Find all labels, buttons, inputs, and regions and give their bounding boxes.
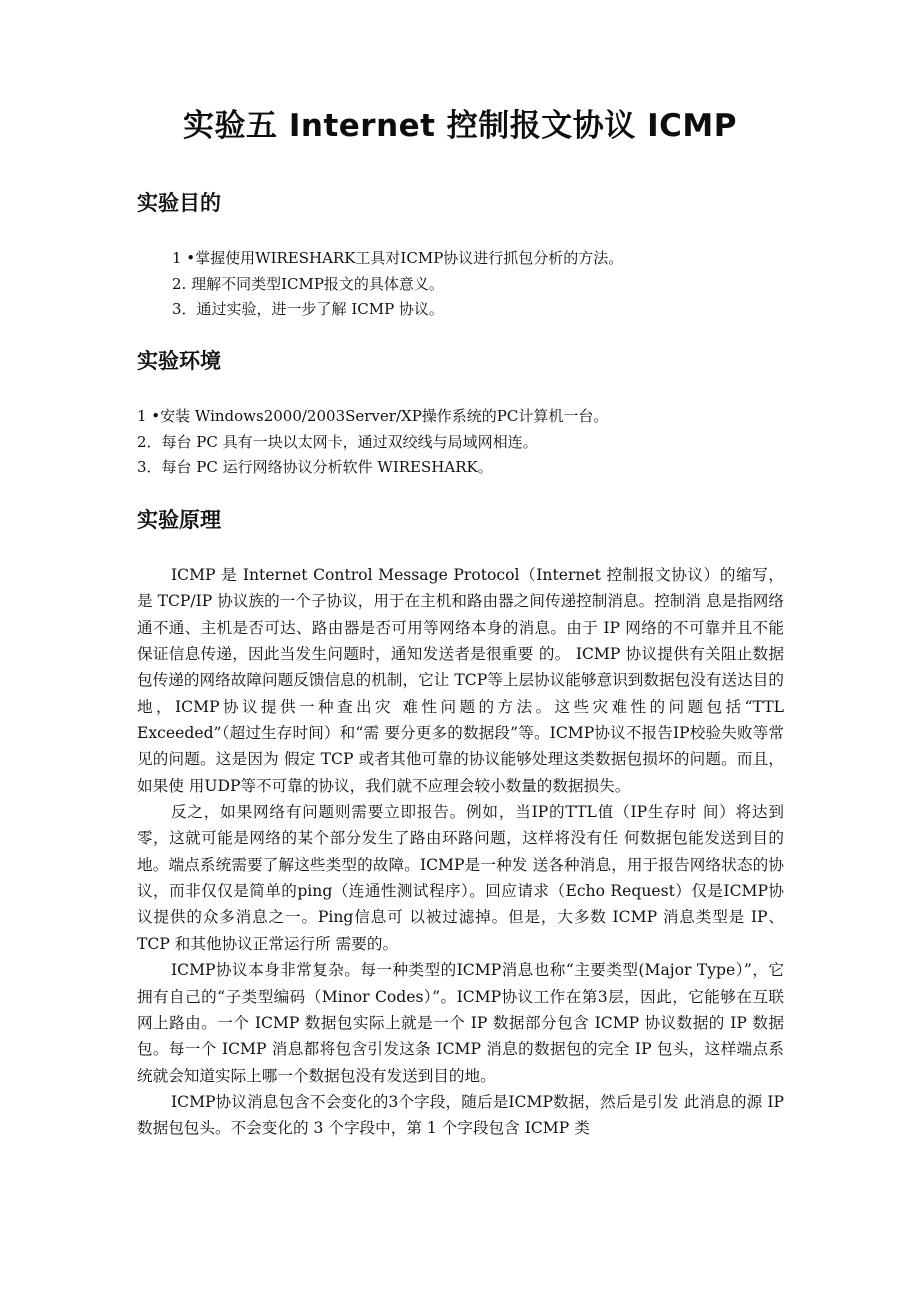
purpose-list <box>172 246 623 323</box>
list-item: 2．每台 PC 具有一块以太网卡，通过双绞线与局域网相连。 <box>137 432 538 451</box>
environment-list <box>137 404 608 481</box>
list-item: 3．通过实验，进一步了解 ICMP 协议。 <box>172 300 444 318</box>
list-item: 1 •掌握使用WIRESHARK工具对ICMP协议进行抓包分析的方法。 <box>172 249 624 267</box>
paragraph: 反之，如果网络有问题则需要立即报告。例如，当IP的TTL值（IP生存时 间）将达到零，这就可能是网络的某个部分发生了路由环路问题，这样将没有任 何数据包能发送到目的地。端点系统需要了解这些类型的故障。ICMP是一种发 送各种消息，用于报告网络状态的协议，而非仅仅是简单的ping（连通性测试程序）。回应请求（Echo Request）仅是ICMP协议提供的众多消息之一。Ping信息可 以被过滤掉。但是，大多数 ICMP 消息类型是 IP、TCP 和其他协议正常运行所 需要的。 <box>137 803 784 953</box>
section-heading-purpose: 实验目的 <box>137 191 221 215</box>
list-item: 3．每台 PC 运行网络协议分析软件 WIRESHARK。 <box>137 458 493 476</box>
section-heading-environment: 实验环境 <box>137 349 221 373</box>
principle-body <box>137 562 784 1142</box>
paragraph: ICMP协议本身非常复杂。每一种类型的ICMP消息也称“主要类型(Major Type）”，它拥有自己的“子类型编码（Minor Codes）”。ICMP协议工作在第3层，因此，它能够在互联网上路由。一个 ICMP 数据包实际上就是一个 IP 数据部分包含 ICMP 协议数据的 IP 数据包。每一个 ICMP 消息都将包含引发这条 ICMP 消息的数据包的完全 IP 包头，这样端点系统就会知道实际上哪一个数据包没有发送到目的地。 <box>137 961 784 1085</box>
paragraph: ICMP 是 Internet Control Message Protocol（Internet 控制报文协议）的缩写，是 TCP/IP 协议族的一个子协议，用于在主机和路由器之间传递控制消息。控制消 息是指网络通不通、主机是否可达、路由器是否可用等网络本身的消息。由于 IP 网络的不可靠并且不能保证信息传递，因此当发生问题时，通知发送者是很重要 的。 ICMP 协议提供有关阻止数据包传递的网络故障问题反馈信息的机制，它让 TCP等上层协议能够意识到数据包没有送达目的地，ICMP协议提供一种查出灾 难性问题的方法。这些灾难性的问题包括“TTL Exceeded”（超过生存时间）和“需 要分更多的数据段”等。ICMP协议不报告IP校验失败等常见的问题。这是因为 假定 TCP 或者其他可靠的协议能够处理这类数据包损坏的问题。而且，如果使 用UDP等不可靠的协议，我们就不应理会较小数量的数据损失。 <box>137 566 784 795</box>
section-heading-principle: 实验原理 <box>137 508 221 532</box>
list-item: 2. 理解不同类型ICMP报文的具体意义。 <box>172 274 444 293</box>
list-item: 1 •安装 Windows2000/2003Server/XP操作系统的PC计算机一台。 <box>137 407 609 425</box>
paragraph: ICMP协议消息包含不会变化的3个字段，随后是ICMP数据，然后是引发 此消息的源 IP 数据包包头。不会变化的 3 个字段中，第 1 个字段包含 ICMP 类 <box>137 1092 784 1138</box>
document-title: 实验五 Internet 控制报文协议 ICMP <box>183 108 737 144</box>
